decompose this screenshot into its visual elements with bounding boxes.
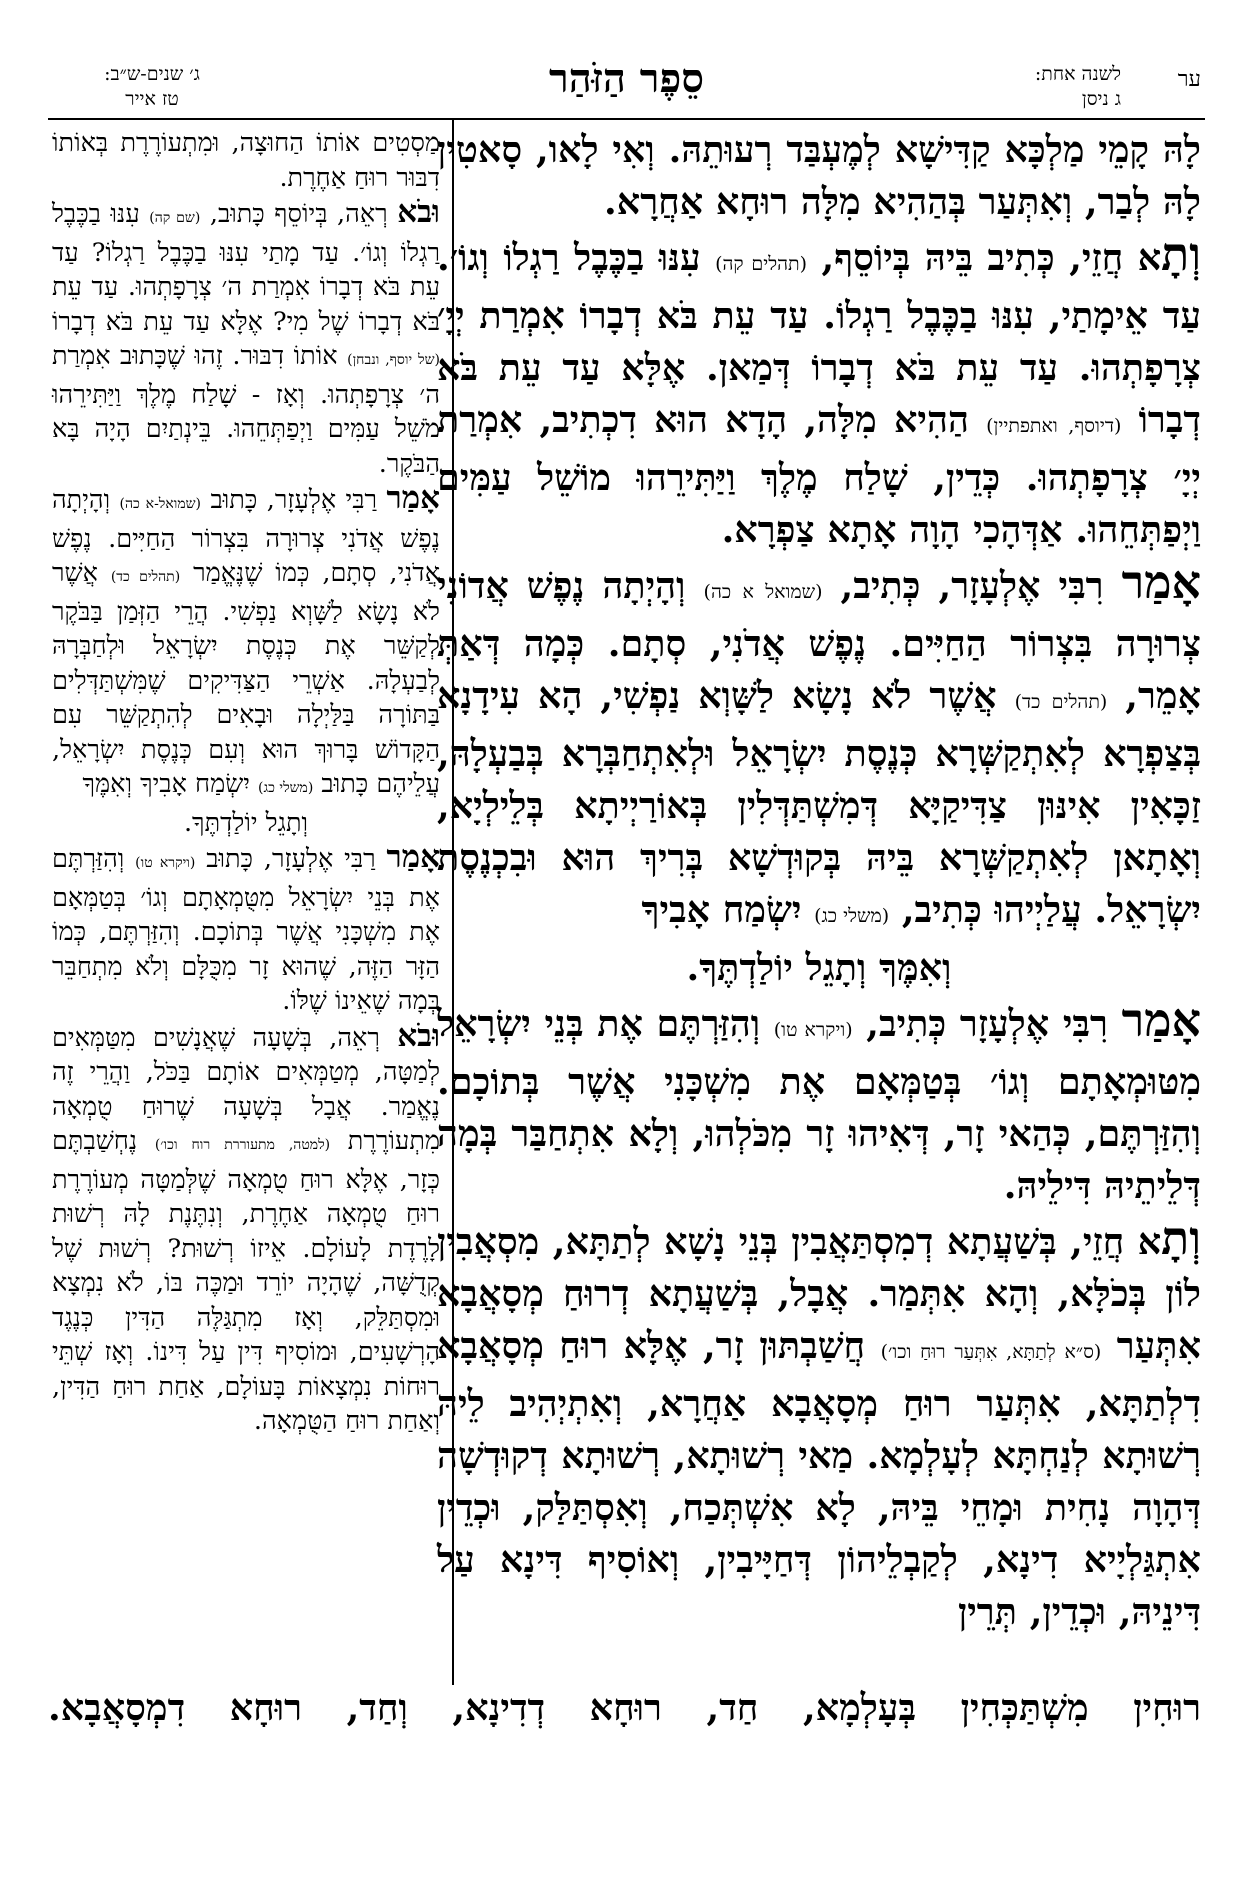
drop-word: אָמַר [1121, 993, 1201, 1047]
header-study-schedule-left [52, 62, 252, 132]
side-paragraph-4 [52, 840, 440, 1019]
text-run: רַבִּי אֶלְעָזָר, כָּתוּב [195, 844, 387, 874]
drop-word: אָמַר [1121, 555, 1202, 609]
source-reference: (שמואל-א כה) [119, 496, 202, 512]
text-run: אֲשֶׁר לֹא נָשָׂא לַשָּׁוְא נַפְשִׁי. הֲרֵי הַזְּמַן בַּבֹּקֶר לְקַשֵּׁר אֶת כְּנֶסֶת יִשְׂרָאֵל וּלְחַבְּרָהּ לְבַעְלָהּ. אַשְׁרֵי הַצַּדִּיקִים שֶׁמִּשְׁתַּדְּלִים בַּתּוֹרָה בַּלַּיְלָה וּבָאִים לְהִתְקַשֵּׁר עִם הַקָּדוֹשׁ בָּרוּךְ הוּא וְעִם כְּנֶסֶת יִשְׂרָאֵל, עֲלֵיהֶם כָּתוּב [52, 558, 440, 799]
drop-word: וְתָ [1161, 1211, 1201, 1265]
source-reference: (משלי כג) [814, 905, 890, 927]
source-reference: (דיוסף, ואתפתיין) [986, 415, 1122, 437]
side-paragraph-3-end: וְתָגֵל יוֹלַדְתֶּךָ. [183, 807, 309, 838]
drop-word: וּבֹא [397, 1017, 440, 1054]
header-right-line2: ג ניסן [1081, 88, 1121, 110]
side-paragraph-1: מַסְטִים אוֹתוֹ הַחוּצָה, וּמִתְעוֹרֶרֶת בְּאוֹתוֹ דִבּוּר רוּחַ אַחֶרֶת. [52, 128, 440, 193]
header-left-line1: ג׳ שנים-ש״ב: [104, 63, 200, 85]
source-reference: (ויקרא טו) [135, 855, 196, 871]
hebrew-translation-column [52, 126, 440, 1439]
text-run: רַבִּי אֶלְעָזָר, כָּתוּב [201, 485, 387, 515]
drop-word: וּבֹא [397, 194, 440, 230]
text-run: וְהִזַּרְתֶּם אֶת בְּנֵי יִשְׂרָאֵל מִטֻּמְאָתָם וְגוֹ׳ בְּטַמְּאָם אֶת מִשְׁכָּנִי אֲשֶׁר בְּתוֹכָם. וְהִזַּרְתֶּם, כְּמוֹ הַזָּר הַזֶּה, שֶׁהוּא זָר מִכֻּלָּם וְלֹא מִתְחַבֵּר בְּמָה שֶׁאֵינוֹ שֶׁלּוֹ. [52, 844, 440, 1016]
source-reference: (שמואל א כה) [703, 581, 823, 603]
source-reference: (שם קה) [149, 210, 201, 226]
source-reference: (תהלים קה) [715, 253, 808, 275]
main-aramaic-column [437, 124, 1201, 1638]
text-run: יִשְׂמַח אָבִיךָ [641, 888, 815, 931]
drop-word: וְתָ [1161, 227, 1201, 281]
book-title: סֵפֶר הַזֹּהַר [549, 55, 704, 102]
source-reference: (למטה, מתעוררת רוח וכו׳) [154, 1137, 331, 1153]
source-reference: (של יוסף, ונבחן) [347, 352, 440, 368]
side-paragraph-5 [52, 1019, 440, 1439]
text-run: רִבִּי אֶלְעָזָר, כְּתִיב, [822, 564, 1122, 607]
text-run: וְהִזַּרְתֶּם אֶת בְּנֵי יִשְׂרָאֵל מִטּוּמְאָתָם וְגוֹ׳ בְּטַמְּאָם אֶת מִשְׁכָּנִי אֲשֶׁר בְּתוֹכָם. וְהִזַּרְתֶּם, כְּהַאי זָר, דְּאִיהוּ זָר מִכֹּלְהוּ, וְלָא אִתְחַבַּר בְּמָה דְּלֵיתֵיהּ דִּילֵיהּ. [437, 1002, 1201, 1207]
main-paragraph-3 [437, 556, 1201, 942]
text-run: א חֲזֵי, בְּשַׁעֲתָא דְמִסְתַּאֲבִין בְּנֵי נָשָׁא לְתַתָּא, מִסְאֲבִין לוֹן בְּכֹלָּא, וְהָא אִתְּמַר. אֲבָל, בְּשַׁעֲתָא דְרוּחַ מְסָאֲבָא אִתְּעַר [437, 1220, 1202, 1367]
main-paragraph-4 [437, 994, 1201, 1212]
main-paragraph-3-end: וְאִמֶּךָ וְתָגֵל יוֹלַדְתֶּךָ. [686, 946, 952, 989]
text-run: וְהָיְתָה נֶפֶשׁ אֲדֹנִי צְרוּרָה בִּצְרוֹר הַחַיִּים. נֶפֶשׁ אֲדֹנִי, סְתָם, כְּמוֹ שֶׁנֶּאֱמַר [52, 485, 441, 588]
text-run: עִנּוּ בַכֶּבֶל רַגְלוֹ וְגוֹ׳. עַד אֵימָתַי, עִנּוּ בַכֶּבֶל רַגְלוֹ. עַד עֵת בֹּא דְבָרוֹ אִמְרַת יְיָ׳ צְרָפָתְהוּ. עַד עֵת בֹּא דְבָרוֹ דְּמַאן. אֶלָּא עַד עֵת בֹּא דְבָרוֹ [437, 236, 1201, 441]
source-reference: (משלי כג) [258, 780, 314, 796]
text-run: חֲשַׁבְתּוּן זָר, אֶלָּא רוּחַ מְסָאֲבָא דִלְתַתָּא, אִתְּעַר רוּחַ מְסָאֲבָא אַחֲרָא, וְאִתְיְהִיב לֵיהּ רְשׁוּתָא לְנַחְתָּא לְעָלְמָא. מַאי רְשׁוּתָא, רְשׁוּתָא דְקוּדְשָׁה דְּהָוָה נָחִית וּמָחֵי בֵּיהּ, לָא אִשְׁתְּכַח, וְאִסְתַּלַּק, וּכְדֵין אִתְגַּלְיָיא דִינָא, לְקַבְלֵיהוֹן דְּחַיָּיבִין, וְאוֹסִיף דִּינָא עַל דִּינֵיהּ, וּכְדֵין, תְּרֵין [437, 1324, 1201, 1633]
header-right-line1: לשנה אחת: [1034, 63, 1121, 85]
text-run: א חֲזֵי, כְּתִיב בֵּיהּ בְּיוֹסֵף, [807, 236, 1162, 279]
text-run: הַהִיא מִלָּה, הָדָא הוּא דִכְתִיב, אִמְרַת יְיָ׳ צְרָפָתְהוּ. כְּדֵין, שָׁלַח מֶלֶךְ וַיַּתִּירֵהוּ מוֹשֵׁל עַמִּים וַיְפַתְּחֵהוּ. אַדְּהָכִי הָוָה אָתָא צַפְרָא. [437, 398, 1201, 551]
full-width-closing-line: רוּחִין מִשְׁתַּכְּחִין בְּעָלְמָא, חַד, רוּחָא דְדִינָא, וְחַד, רוּחָא דִמְסָאֲבָא. [48, 1686, 1201, 1729]
text-run: רְאֵה, בְּשָׁעָה שֶׁאֲנָשִׁים מִטַּמְּאִים לְמַטָּה, מְטַמְּאִים אוֹתָם בַּכֹּל, וַהֲרֵי זֶה נֶאֱמַר. אֲבָל בְּשָׁעָה שֶׁרוּחַ טֻמְאָה מִתְעוֹרֶרֶת [52, 1022, 440, 1156]
source-reference: (תהלים כד) [110, 569, 181, 585]
text-run: אֲשֶׁר לֹא נָשָׂא לַשָּׁוְא נַפְשִׁי, הָא עִידָנָא בְּצַפְרָא לְאִתְקַשְּׁרָא כְּנֶסֶת יִשְׂרָאֵל וּלְאִתְחַבְּרָא בְּבַעְלָהּ, זַכָּאִין אִינּוּן צַדִּיקַיָּא דְּמִשְׁתַּדְּלִין בְּאוֹרַיְיתָא בְּלֵילְיָא, וְאָתָאן לְאִתְקַשְּׁרָא בֵּיהּ בְּקוּדְשָׁא בְּרִיךְ הוּא וּבִכְנֶסֶת יִשְׂרָאֵל. עֲלַיְיהוּ כְּתִיב, [437, 674, 1201, 931]
text-run: רְאֵה, בְּיוֹסֵף כָּתוּב, [200, 199, 398, 229]
drop-word: אָמַר [386, 839, 441, 875]
main-paragraph-5 [437, 1212, 1201, 1638]
header-left-line2: טז אייר [125, 88, 179, 110]
page-number: ער [1177, 67, 1201, 92]
text-run: עִנּוּ בַכֶּבֶל רַגְלוֹ וְגוֹ׳. עַד מָתַי עִנּוּ בַכֶּבֶל רַגְלוֹ? עַד עֵת בֹּא דְבָרוֹ אִמְרַת ה׳ צְרָפָתְהוּ. עַד עֵת בֹּא דְבָרוֹ שֶׁל מִי? אֶלָּא עַד עֵת בֹּא דְבָרוֹ [52, 199, 440, 337]
side-paragraph-2 [52, 195, 440, 481]
source-reference: (תהלים כד) [1014, 691, 1108, 713]
text-run: נֶחְשַׁבְתֶּם כְּזָר, אֶלָּא רוּחַ טֻמְאָה שֶׁלְּמַטָּה מְעוֹרֶרֶת רוּחַ טֻמְאָה אַחֶרֶת, וְנִתֶּנֶת לָהּ רְשׁוּת לָרֶדֶת לָעוֹלָם. אֵיזוֹ רְשׁוּת? רְשׁוּת שֶׁל קְדֻשָּׁה, שֶׁהָיָה יוֹרֵד וּמַכֶּה בּוֹ, לֹא נִמְצָא וּמִסְתַּלֵּק, וְאָז מִתְגַּלֶּה הַדִּין כְּנֶגֶד הָרְשָׁעִים, וּמוֹסִיף דִּין עַל דִּינוֹ. וְאָז שְׁתֵּי רוּחוֹת נִמְצָאוֹת בָּעוֹלָם, אַחַת רוּחַ הַדִּין, וְאַחַת רוּחַ הַטֻּמְאָה. [52, 1126, 440, 1436]
header-rule [48, 118, 1205, 120]
text-run: וְהָיְתָה נֶפֶשׁ אֲדוֹנִי צְרוּרָה בִּצְרוֹר הַחַיִּים. נֶפֶשׁ אֲדֹנִי, סְתָם. כְּמָה דְּאַתְּ אָמֵר, [437, 564, 1201, 717]
text-run: יִשְׂמַח אָבִיךָ וְאִמֶּךָ [82, 769, 259, 799]
source-reference: (ס״א לְתַתָּא, אִתְּעַר רוּחַ וכו׳) [880, 1341, 1102, 1363]
source-reference: (ויקרא טו) [773, 1019, 853, 1041]
text-run: רִבִּי אֶלְעָזָר כְּתִיב, [852, 1002, 1122, 1045]
text-run: אוֹתוֹ דִבּוּר. זֶהוּ שֶׁכָּתוּב אִמְרַת ה׳ צְרָפָתְהוּ. וְאָז - שָׁלַח מֶלֶךְ וַיַּתִּירֵהוּ מֹשֵׁל עַמִּים וַיְפַתְּחֵהוּ. בֵּינְתַיִם הָיָה בָּא הַבֹּקֶר. [52, 341, 440, 479]
side-paragraph-3 [52, 481, 440, 806]
drop-word: אָמַר [386, 480, 440, 516]
main-paragraph-2 [437, 228, 1201, 556]
main-paragraph-1: לָהּ קָמֵי מַלְכָּא קַדִּישָׁא לְמֶעְבַּד רְעוּתֵהּ. וְאִי לָאו, סָאטִין לָהּ לְבַר, וְאִתְּעַר בְּהַהִיא מִלָּה רוּחָא אַחֲרָא. [437, 128, 1201, 223]
